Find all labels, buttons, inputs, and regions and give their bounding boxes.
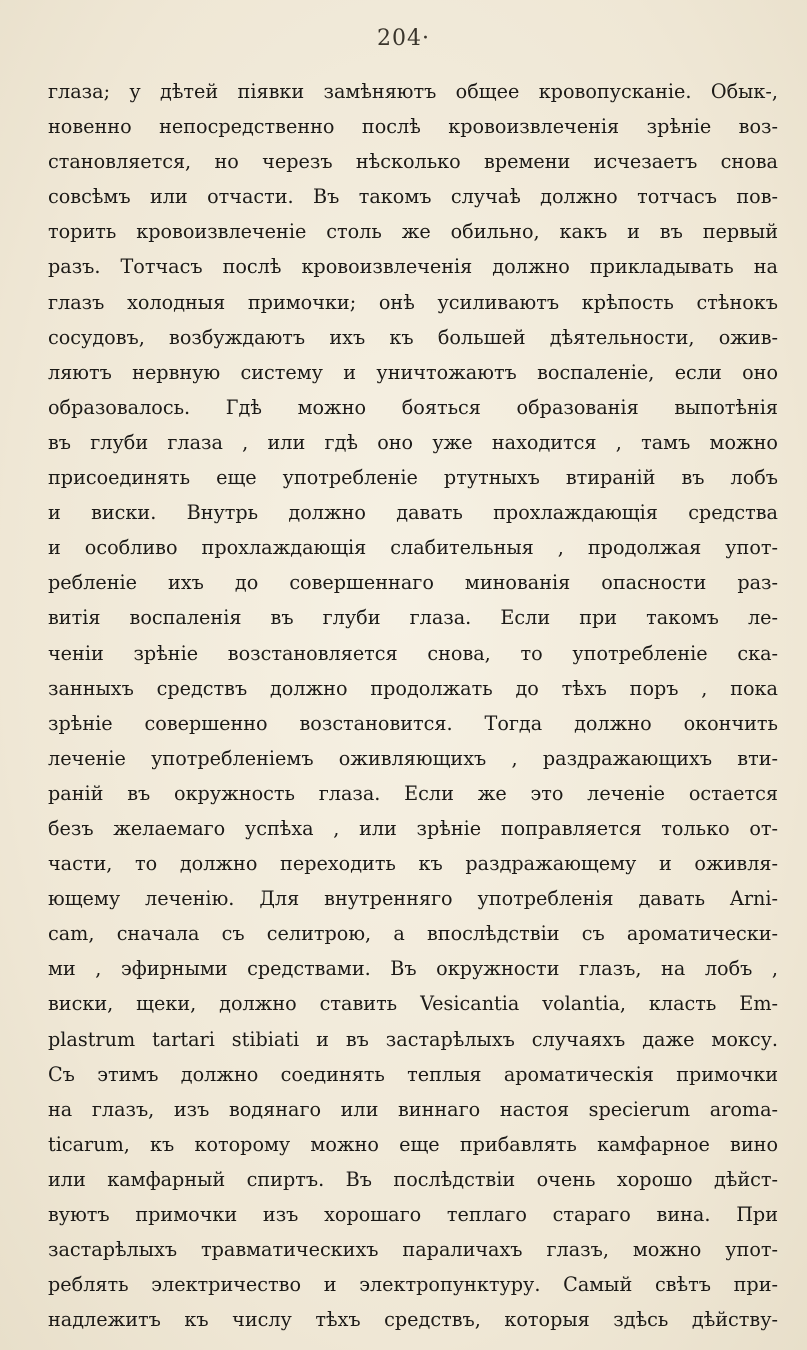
text-line: cam, сначала съ селитрою, а впослѣдствіи съ ароматически- [48,922,778,946]
text-line: совсѣмъ или отчасти. Въ такомъ случаѣ должно тотчасъ пов- [48,185,778,209]
text-line: торить кровоизвлеченіе столь же обильно, какъ и въ первый [48,220,778,244]
text-line: ющему леченію. Для внутренняго употребленія давать Arni- [48,887,778,911]
text-line: реблять электричество и электропунктуру. Самый свѣтъ при- [48,1273,778,1297]
text-line: образовалось. Гдѣ можно бояться образованія выпотѣнія [48,395,778,419]
text-line: застарѣлыхъ травматическихъ параличахъ глазъ, можно упот- [48,1238,778,1262]
text-line: зрѣніе совершенно возстановится. Тогда должно окончить [48,711,778,735]
text-line: plastrum tartari stibiati и въ застарѣлыхъ случаяхъ даже моксу. [48,1027,778,1051]
text-line: новенно непосредственно послѣ кровоизвлеченія зрѣніе воз- [48,115,778,139]
text-line: разъ. Тотчасъ послѣ кровоизвлеченія должно прикладывать на [48,255,778,279]
text-line: на глазъ, изъ водянаго или виннаго настоя specierum aroma- [48,1097,778,1121]
text-line: въ глуби глаза , или гдѣ оно уже находится , тамъ можно [48,430,778,454]
text-line: леченіе употребленіемъ оживляющихъ , раздражающихъ вти- [48,746,778,770]
text-line: и особливо прохлаждающія слабительныя , продолжая упот- [48,536,778,560]
text-line: Съ этимъ должно соединять теплыя ароматическія примочки [48,1062,778,1086]
text-line: ребленіе ихъ до совершеннаго минованія опасности раз- [48,571,778,595]
text-line: безъ желаемаго успѣха , или зрѣніе поправляется только от- [48,816,778,840]
text-line: части, то должно переходить къ раздражающему и оживля- [48,852,778,876]
text-line: витія воспаленія въ глуби глаза. Если при такомъ ле- [48,606,778,630]
text-line: ляютъ нервную систему и уничтожаютъ воспаленіе, если оно [48,360,778,384]
text-line: глаза; у дѣтей піявки замѣняютъ общее кровопусканіе. Обык-, [48,80,778,103]
text-line: занныхъ средствъ должно продолжать до тѣхъ поръ , пока [48,676,778,700]
body-text [48,74,778,1337]
text-line: становляется, но черезъ нѣсколько времени исчезаетъ снова [48,150,778,174]
text-line: ми , эфирными средствами. Въ окружности глазъ, на лобъ , [48,957,778,981]
text-line: присоединять еще употребленіе ртутныхъ втираній въ лобъ [48,466,778,490]
text-line: сосудовъ, возбуждаютъ ихъ къ большей дѣятельности, ожив- [48,325,778,349]
text-line: раній въ окружность глаза. Если же это леченіе остается [48,781,778,805]
text-line: и виски. Внутрь должно давать прохлаждающія средства [48,501,778,525]
text-line: виски, щеки, должно ставить Vesicantia volantia, класть Em- [48,992,778,1016]
text-line: или камфарный спиртъ. Въ послѣдствіи очень хорошо дѣйст- [48,1167,778,1191]
text-line: ticarum, къ которому можно еще прибавлять камфарное вино [48,1132,778,1156]
text-line: ченіи зрѣніе возстановляется снова, то употребленіе ска- [48,641,778,665]
text-line: вуютъ примочки изъ хорошаго теплаго стараго вина. При [48,1203,778,1226]
page-number: 204· [377,26,430,51]
text-line: надлежитъ къ числу тѣхъ средствъ, которыя здѣсь дѣйству- [48,1308,778,1332]
text-line: глазъ холодныя примочки; онѣ усиливаютъ крѣпость стѣнокъ [48,290,778,314]
